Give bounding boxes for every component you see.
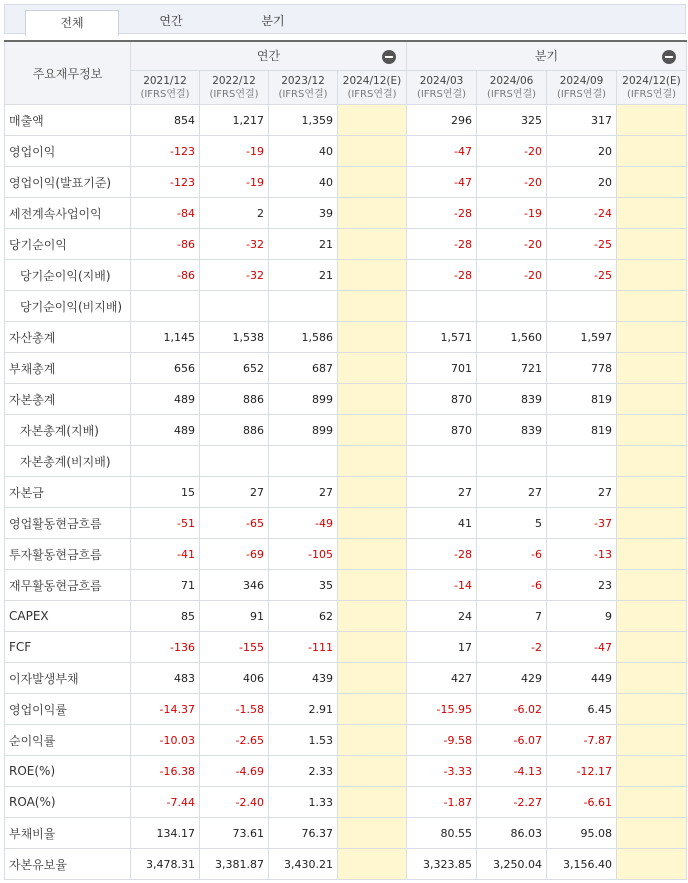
value-cell — [338, 632, 407, 663]
value-cell: 899 — [269, 384, 338, 415]
value-cell: 854 — [131, 105, 200, 136]
value-cell: 1.33 — [269, 787, 338, 818]
table-row — [5, 167, 687, 198]
value-cell — [338, 446, 407, 477]
value-cell: 21 — [269, 260, 338, 291]
period-basis: (IFRS연결) — [209, 88, 259, 100]
value-cell: 1.53 — [269, 725, 338, 756]
tab-all[interactable]: 전체 — [25, 10, 119, 36]
row-label: 영업이익 — [5, 136, 131, 167]
value-cell: -65 — [200, 508, 269, 539]
value-cell: 870 — [407, 384, 477, 415]
table-row — [5, 291, 687, 322]
value-cell: -7.87 — [547, 725, 617, 756]
value-cell: 95.08 — [547, 818, 617, 849]
value-cell: -28 — [407, 260, 477, 291]
row-label: ROE(%) — [5, 756, 131, 787]
table-row — [5, 105, 687, 136]
value-cell: -4.69 — [200, 756, 269, 787]
value-cell: 1,359 — [269, 105, 338, 136]
row-label: 영업이익률 — [5, 694, 131, 725]
group-label-quarterly: 분기 — [534, 49, 559, 63]
value-cell: 27 — [547, 477, 617, 508]
row-label: ROA(%) — [5, 787, 131, 818]
value-cell: 839 — [477, 415, 547, 446]
row-label: FCF — [5, 632, 131, 663]
value-cell: -69 — [200, 539, 269, 570]
value-cell — [200, 446, 269, 477]
value-cell — [338, 322, 407, 353]
value-cell: -32 — [200, 260, 269, 291]
value-cell: -123 — [131, 167, 200, 198]
period-date: 2024/12(E) — [342, 74, 402, 87]
financial-summary-table — [4, 40, 687, 880]
group-header-quarterly — [407, 41, 687, 71]
value-cell — [338, 694, 407, 725]
value-cell: 346 — [200, 570, 269, 601]
value-cell: -49 — [269, 508, 338, 539]
value-cell — [547, 291, 617, 322]
table-row — [5, 694, 687, 725]
value-cell — [617, 849, 687, 880]
table-row — [5, 632, 687, 663]
value-cell: 778 — [547, 353, 617, 384]
value-cell: 40 — [269, 167, 338, 198]
value-cell: -13 — [547, 539, 617, 570]
table-row — [5, 539, 687, 570]
period-header — [269, 71, 338, 105]
group-header-annual — [131, 41, 407, 71]
value-cell: 870 — [407, 415, 477, 446]
value-cell — [617, 539, 687, 570]
value-cell — [338, 508, 407, 539]
table-row — [5, 508, 687, 539]
value-cell: 1,560 — [477, 322, 547, 353]
value-cell — [338, 663, 407, 694]
table-row — [5, 601, 687, 632]
table-row — [5, 384, 687, 415]
value-cell: 85 — [131, 601, 200, 632]
value-cell: 15 — [131, 477, 200, 508]
period-header — [200, 71, 269, 105]
value-cell: 1,571 — [407, 322, 477, 353]
value-cell — [200, 291, 269, 322]
value-cell: 1,145 — [131, 322, 200, 353]
table-row — [5, 756, 687, 787]
value-cell: 3,478.31 — [131, 849, 200, 880]
value-cell: 17 — [407, 632, 477, 663]
value-cell — [338, 167, 407, 198]
value-cell — [617, 477, 687, 508]
value-cell: 41 — [407, 508, 477, 539]
value-cell: -12.17 — [547, 756, 617, 787]
table-row — [5, 415, 687, 446]
row-label: 자본총계(지배) — [5, 415, 131, 446]
period-header — [338, 71, 407, 105]
value-cell: -14.37 — [131, 694, 200, 725]
period-date: 2022/12 — [212, 74, 256, 87]
value-cell: -155 — [200, 632, 269, 663]
value-cell: -20 — [477, 229, 547, 260]
value-cell: 3,323.85 — [407, 849, 477, 880]
row-label: 부채총계 — [5, 353, 131, 384]
row-label: 이자발생부채 — [5, 663, 131, 694]
value-cell: 134.17 — [131, 818, 200, 849]
period-date: 2024/06 — [489, 74, 534, 87]
value-cell: 429 — [477, 663, 547, 694]
table-row — [5, 787, 687, 818]
value-cell — [617, 818, 687, 849]
value-cell: 1,597 — [547, 322, 617, 353]
value-cell: 2.91 — [269, 694, 338, 725]
table-row — [5, 229, 687, 260]
value-cell: -6.07 — [477, 725, 547, 756]
row-label: 당기순이익(비지배) — [5, 291, 131, 322]
value-cell: -1.87 — [407, 787, 477, 818]
value-cell: -84 — [131, 198, 200, 229]
value-cell: 1,538 — [200, 322, 269, 353]
value-cell: 687 — [269, 353, 338, 384]
value-cell — [338, 787, 407, 818]
value-cell — [617, 136, 687, 167]
value-cell: 489 — [131, 384, 200, 415]
value-cell — [547, 446, 617, 477]
value-cell: -28 — [407, 198, 477, 229]
period-date: 2021/12 — [143, 74, 187, 87]
value-cell — [617, 601, 687, 632]
table-row — [5, 322, 687, 353]
period-basis: (IFRS연결) — [278, 88, 328, 100]
value-cell: -86 — [131, 229, 200, 260]
value-cell: 9 — [547, 601, 617, 632]
value-cell: 86.03 — [477, 818, 547, 849]
value-cell — [477, 291, 547, 322]
value-cell: -4.13 — [477, 756, 547, 787]
value-cell — [338, 384, 407, 415]
period-basis: (IFRS연결) — [347, 88, 397, 100]
value-cell: 1,217 — [200, 105, 269, 136]
value-cell — [338, 415, 407, 446]
collapse-quarterly-icon[interactable] — [662, 50, 676, 64]
value-cell: -19 — [200, 136, 269, 167]
tab-quarterly[interactable]: 분기 — [261, 14, 285, 28]
value-cell: -111 — [269, 632, 338, 663]
value-cell — [407, 446, 477, 477]
value-cell: -86 — [131, 260, 200, 291]
row-label: 당기순이익(지배) — [5, 260, 131, 291]
value-cell — [617, 353, 687, 384]
value-cell — [617, 756, 687, 787]
row-label: 부채비율 — [5, 818, 131, 849]
table-row — [5, 725, 687, 756]
value-cell — [617, 570, 687, 601]
value-cell — [338, 353, 407, 384]
value-cell: 21 — [269, 229, 338, 260]
row-label: 자본총계(비지배) — [5, 446, 131, 477]
value-cell — [338, 136, 407, 167]
row-label: 자본유보율 — [5, 849, 131, 880]
value-cell: -51 — [131, 508, 200, 539]
value-cell: -10.03 — [131, 725, 200, 756]
value-cell: -136 — [131, 632, 200, 663]
value-cell: -14 — [407, 570, 477, 601]
value-cell: -16.38 — [131, 756, 200, 787]
value-cell: 3,430.21 — [269, 849, 338, 880]
value-cell: -123 — [131, 136, 200, 167]
table-row — [5, 260, 687, 291]
value-cell — [338, 105, 407, 136]
value-cell: 24 — [407, 601, 477, 632]
value-cell: -2 — [477, 632, 547, 663]
value-cell: -20 — [477, 136, 547, 167]
value-cell — [617, 632, 687, 663]
value-cell — [338, 291, 407, 322]
value-cell — [269, 291, 338, 322]
period-basis: (IFRS연결) — [626, 88, 677, 100]
table-row — [5, 353, 687, 384]
value-cell — [338, 539, 407, 570]
value-cell — [338, 477, 407, 508]
row-label: 영업활동현금흐름 — [5, 508, 131, 539]
value-cell: 62 — [269, 601, 338, 632]
value-cell: 3,156.40 — [547, 849, 617, 880]
value-cell: 483 — [131, 663, 200, 694]
value-cell: 27 — [200, 477, 269, 508]
value-cell — [617, 260, 687, 291]
value-cell — [617, 787, 687, 818]
value-cell: -24 — [547, 198, 617, 229]
value-cell: 71 — [131, 570, 200, 601]
value-cell: 886 — [200, 384, 269, 415]
value-cell: 5 — [477, 508, 547, 539]
row-label: 자본총계 — [5, 384, 131, 415]
value-cell: 819 — [547, 384, 617, 415]
value-cell: -41 — [131, 539, 200, 570]
value-cell: 39 — [269, 198, 338, 229]
value-cell: 449 — [547, 663, 617, 694]
value-cell: 296 — [407, 105, 477, 136]
value-cell: 20 — [547, 167, 617, 198]
value-cell — [131, 446, 200, 477]
value-cell: -2.65 — [200, 725, 269, 756]
value-cell: -6 — [477, 539, 547, 570]
period-basis: (IFRS연결) — [486, 88, 537, 100]
value-cell: -6.61 — [547, 787, 617, 818]
value-cell — [338, 849, 407, 880]
value-cell: 656 — [131, 353, 200, 384]
table-row — [5, 446, 687, 477]
value-cell — [338, 229, 407, 260]
row-label: 자산총계 — [5, 322, 131, 353]
value-cell: -47 — [407, 167, 477, 198]
value-cell: -37 — [547, 508, 617, 539]
row-label: 영업이익(발표기준) — [5, 167, 131, 198]
tab-annual[interactable]: 연간 — [159, 14, 183, 28]
value-cell: -25 — [547, 229, 617, 260]
value-cell: -105 — [269, 539, 338, 570]
value-cell: -28 — [407, 539, 477, 570]
period-header — [547, 71, 617, 105]
value-cell — [338, 198, 407, 229]
table-row — [5, 477, 687, 508]
value-cell: -7.44 — [131, 787, 200, 818]
value-cell: 3,381.87 — [200, 849, 269, 880]
table-body — [5, 105, 687, 880]
value-cell: 1,586 — [269, 322, 338, 353]
table-row — [5, 198, 687, 229]
value-cell: -47 — [547, 632, 617, 663]
value-cell — [617, 229, 687, 260]
row-label: 당기순이익 — [5, 229, 131, 260]
collapse-annual-icon[interactable] — [382, 50, 396, 64]
table-row — [5, 663, 687, 694]
value-cell — [338, 818, 407, 849]
value-cell: 652 — [200, 353, 269, 384]
table-row — [5, 849, 687, 880]
row-label: 투자활동현금흐름 — [5, 539, 131, 570]
value-cell: -9.58 — [407, 725, 477, 756]
value-cell: 325 — [477, 105, 547, 136]
value-cell: -25 — [547, 260, 617, 291]
value-cell: 27 — [477, 477, 547, 508]
value-cell: 2 — [200, 198, 269, 229]
value-cell — [617, 415, 687, 446]
value-cell — [617, 384, 687, 415]
value-cell: 27 — [269, 477, 338, 508]
value-cell: -19 — [200, 167, 269, 198]
value-cell: 439 — [269, 663, 338, 694]
period-date: 2024/12(E) — [622, 74, 681, 87]
value-cell — [338, 260, 407, 291]
value-cell: 427 — [407, 663, 477, 694]
value-cell: 701 — [407, 353, 477, 384]
period-date: 2024/03 — [419, 74, 464, 87]
value-cell — [617, 291, 687, 322]
period-basis: (IFRS연결) — [556, 88, 607, 100]
value-cell: -6.02 — [477, 694, 547, 725]
value-cell: 27 — [407, 477, 477, 508]
value-cell — [338, 570, 407, 601]
value-cell: 20 — [547, 136, 617, 167]
value-cell — [617, 663, 687, 694]
value-cell — [477, 446, 547, 477]
value-cell: 73.61 — [200, 818, 269, 849]
value-cell: 40 — [269, 136, 338, 167]
value-cell: 721 — [477, 353, 547, 384]
value-cell: 406 — [200, 663, 269, 694]
period-date: 2023/12 — [281, 74, 325, 87]
value-cell: -2.27 — [477, 787, 547, 818]
value-cell: -3.33 — [407, 756, 477, 787]
value-cell: 489 — [131, 415, 200, 446]
value-cell — [617, 694, 687, 725]
period-header — [407, 71, 477, 105]
value-cell — [617, 508, 687, 539]
value-cell: -47 — [407, 136, 477, 167]
period-date: 2024/09 — [559, 74, 604, 87]
value-cell: -6 — [477, 570, 547, 601]
value-cell: -28 — [407, 229, 477, 260]
value-cell — [617, 446, 687, 477]
table-row — [5, 136, 687, 167]
value-cell — [617, 167, 687, 198]
value-cell: 819 — [547, 415, 617, 446]
value-cell — [338, 601, 407, 632]
value-cell: 899 — [269, 415, 338, 446]
value-cell — [617, 725, 687, 756]
value-cell: 35 — [269, 570, 338, 601]
row-label: 재무활동현금흐름 — [5, 570, 131, 601]
period-basis: (IFRS연결) — [416, 88, 467, 100]
period-header — [477, 71, 547, 105]
value-cell: 2.33 — [269, 756, 338, 787]
value-cell: -20 — [477, 260, 547, 291]
row-label: 매출액 — [5, 105, 131, 136]
value-cell: 886 — [200, 415, 269, 446]
period-basis: (IFRS연결) — [140, 88, 190, 100]
value-cell — [338, 725, 407, 756]
row-label: 세전계속사업이익 — [5, 198, 131, 229]
value-cell: 91 — [200, 601, 269, 632]
value-cell — [617, 198, 687, 229]
value-cell: -32 — [200, 229, 269, 260]
group-label-annual: 연간 — [256, 49, 281, 63]
value-cell — [617, 322, 687, 353]
value-cell: -2.40 — [200, 787, 269, 818]
table-row — [5, 570, 687, 601]
value-cell: -20 — [477, 167, 547, 198]
value-cell: 6.45 — [547, 694, 617, 725]
value-cell: -15.95 — [407, 694, 477, 725]
value-cell: -1.58 — [200, 694, 269, 725]
value-cell: 80.55 — [407, 818, 477, 849]
row-label: CAPEX — [5, 601, 131, 632]
table-row — [5, 818, 687, 849]
value-cell — [407, 291, 477, 322]
row-label: 자본금 — [5, 477, 131, 508]
value-cell: 7 — [477, 601, 547, 632]
value-cell: 317 — [547, 105, 617, 136]
period-header — [131, 71, 200, 105]
value-cell: -19 — [477, 198, 547, 229]
value-cell: 839 — [477, 384, 547, 415]
corner-header: 주요재무정보 — [5, 41, 131, 105]
value-cell — [617, 105, 687, 136]
value-cell — [131, 291, 200, 322]
row-label: 순이익률 — [5, 725, 131, 756]
period-header — [617, 71, 687, 105]
value-cell: 23 — [547, 570, 617, 601]
period-tab-bar — [4, 4, 686, 34]
value-cell — [338, 756, 407, 787]
value-cell — [269, 446, 338, 477]
value-cell: 76.37 — [269, 818, 338, 849]
value-cell: 3,250.04 — [477, 849, 547, 880]
